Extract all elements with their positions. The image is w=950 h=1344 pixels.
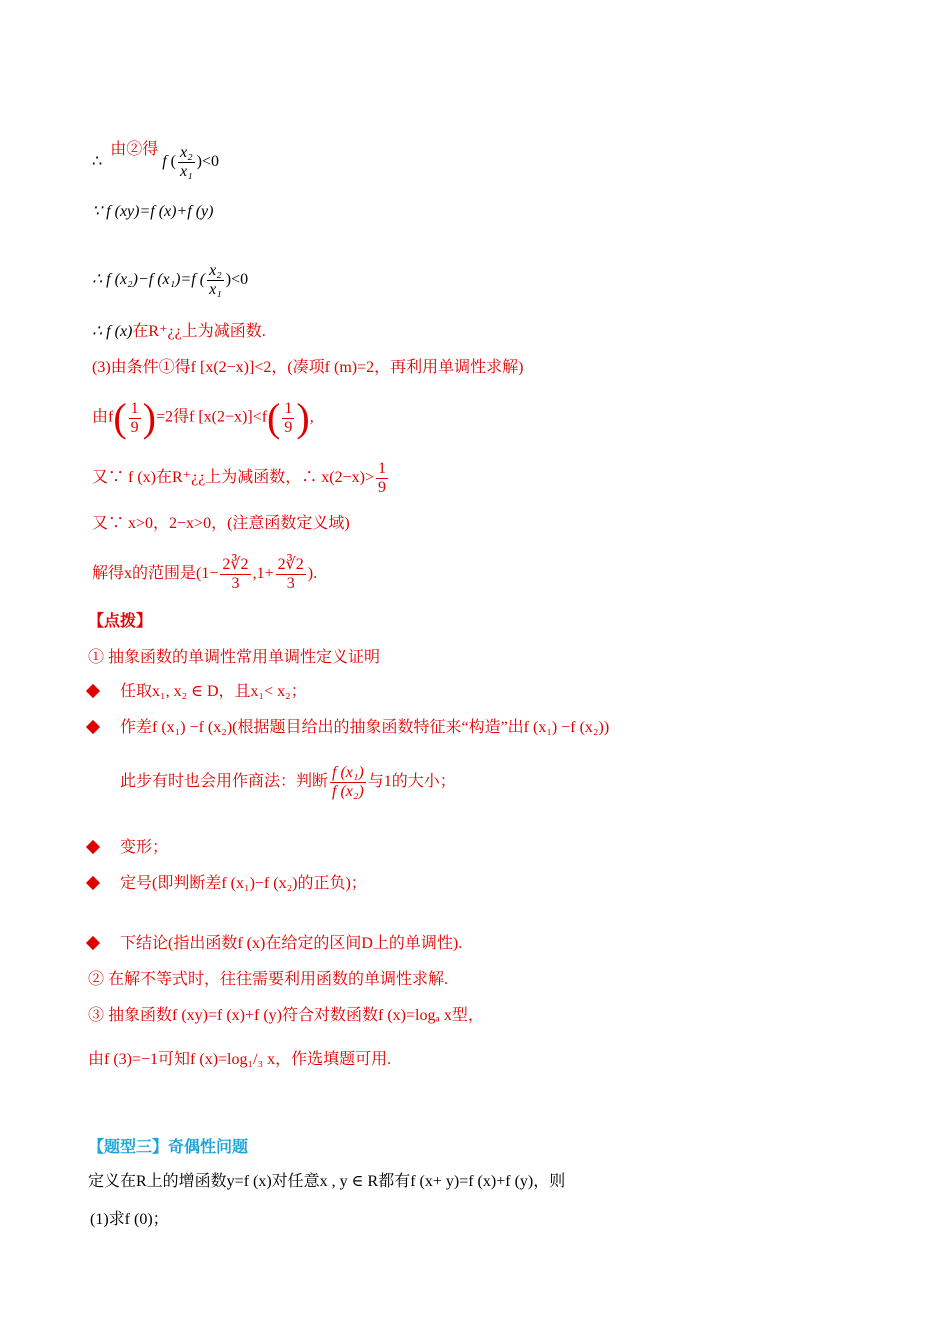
fraction-1-9-b: $\frac{1}{9}$ [284, 399, 293, 436]
decreasing-conclusion: ∴ f (x)在R⁺¿¿上为减函数. [92, 323, 266, 340]
bullet-diamond-icon [86, 876, 100, 890]
fraction-fx1-fx2: $\frac{\text{f (x₁)}}{\text{f (x₂)}}$ [332, 764, 364, 800]
part-3-line: (3)由条件①得f [x(2−x)]<2，(凑项f (m)=2，再利用单调性求解) [92, 359, 524, 376]
fraction-1-9: $\frac{1}{9}$ [130, 399, 139, 436]
bullet-diamond-icon [86, 936, 100, 950]
question-statement: 定义在R上的增函数y=f (x)对任意x , y ∈ R都有f (x+ y)=f (x)+f (y)，则 [88, 1173, 566, 1190]
tip-bullet-4: 定号(即判断差f (x₁)−f (x₂)的正负)； [120, 875, 367, 892]
bullet-diamond-icon [86, 840, 100, 854]
bullet-diamond-icon [86, 720, 100, 734]
tip-bullet-3: 变形； [120, 839, 169, 856]
from-f-one-ninth-line: 由f( $\frac{1}{9}$ )=2得f [x(2−x)]<f( $\frac{1}{9}$ ), [92, 395, 314, 440]
tip-heading: 【点拨】 [88, 613, 153, 630]
tip-point-1: ① 抽象函数的单调性常用单调性定义证明 [88, 649, 381, 666]
therefore-symbol: ∴ [92, 153, 103, 171]
tip-point-4: 由f (3)=−1可知f (x)=log₁/₃ x，作选填题可用. [88, 1051, 392, 1068]
fraction-root-a: $\frac{2∛2}{3}$ [222, 556, 249, 592]
bullet-diamond-icon [86, 684, 100, 698]
tip-bullet-5: 下结论(指出函数f (x)在给定的区间D上的单调性). [120, 935, 463, 952]
domain-note-line: 又∵ x>0，2−x>0，(注意函数定义域) [92, 515, 350, 532]
tip-bullet-2-sub: 此步有时也会用作商法：判断 $\frac{\text{f (x₁)}}{\text{f (x₂)}}$ 与1的大小； [120, 764, 456, 800]
fraction-x2-x1-b: $\frac{\text{x₂}}{\text{x₁}}$ [209, 262, 222, 298]
section-title: 【题型三】奇偶性问题 [88, 1139, 249, 1156]
fraction-x2-x1: $\frac{\text{x₂}}{\text{x₁}}$ [179, 144, 193, 180]
tip-point-2: ② 在解不等式时，往往需要利用函数的单调性求解. [88, 971, 449, 988]
because-line: ∵ f (xy)=f (x)+f (y) [92, 203, 214, 220]
therefore-line-3: ∴ f (x₂)−f (x₁)=f ( $\frac{\text{x₂}}{\text{x₁}}$ )<0 [92, 262, 249, 298]
tip-bullet-2: 作差f (x₁) −f (x₂)(根据题目给出的抽象函数特征来“构造”出f (x₁) −f (x₂)) [120, 719, 610, 736]
fraction-root-b: $\frac{2∛2}{3}$ [277, 556, 304, 592]
step-label: 由②得 [110, 141, 159, 159]
tip-point-3: ③ 抽象函数f (xy)=f (x)+f (y)符合对数函数f (x)=logₐ x型， [88, 1007, 484, 1024]
therefore-line-1: ∴ 由②得 f ( $\frac{\text{x₂}}{\text{x₁}}$ )<0 [92, 141, 220, 180]
solution-range-line: 解得x的范围是(1− $\frac{2∛2}{3}$ ,1+ $\frac{2∛2}{3}$ ). [92, 556, 318, 592]
tip-bullet-1: 任取x₁, x₂ ∈ D，且x₁< x₂； [120, 683, 307, 700]
question-part-1: (1)求f (0)； [90, 1211, 169, 1228]
again-because-line: 又∵ f (x)在R⁺¿¿上为减函数，∴ x(2−x)> $\frac{1}{9}$ [92, 460, 387, 496]
fraction-1-9-c: $\frac{1}{9}$ [378, 460, 387, 496]
